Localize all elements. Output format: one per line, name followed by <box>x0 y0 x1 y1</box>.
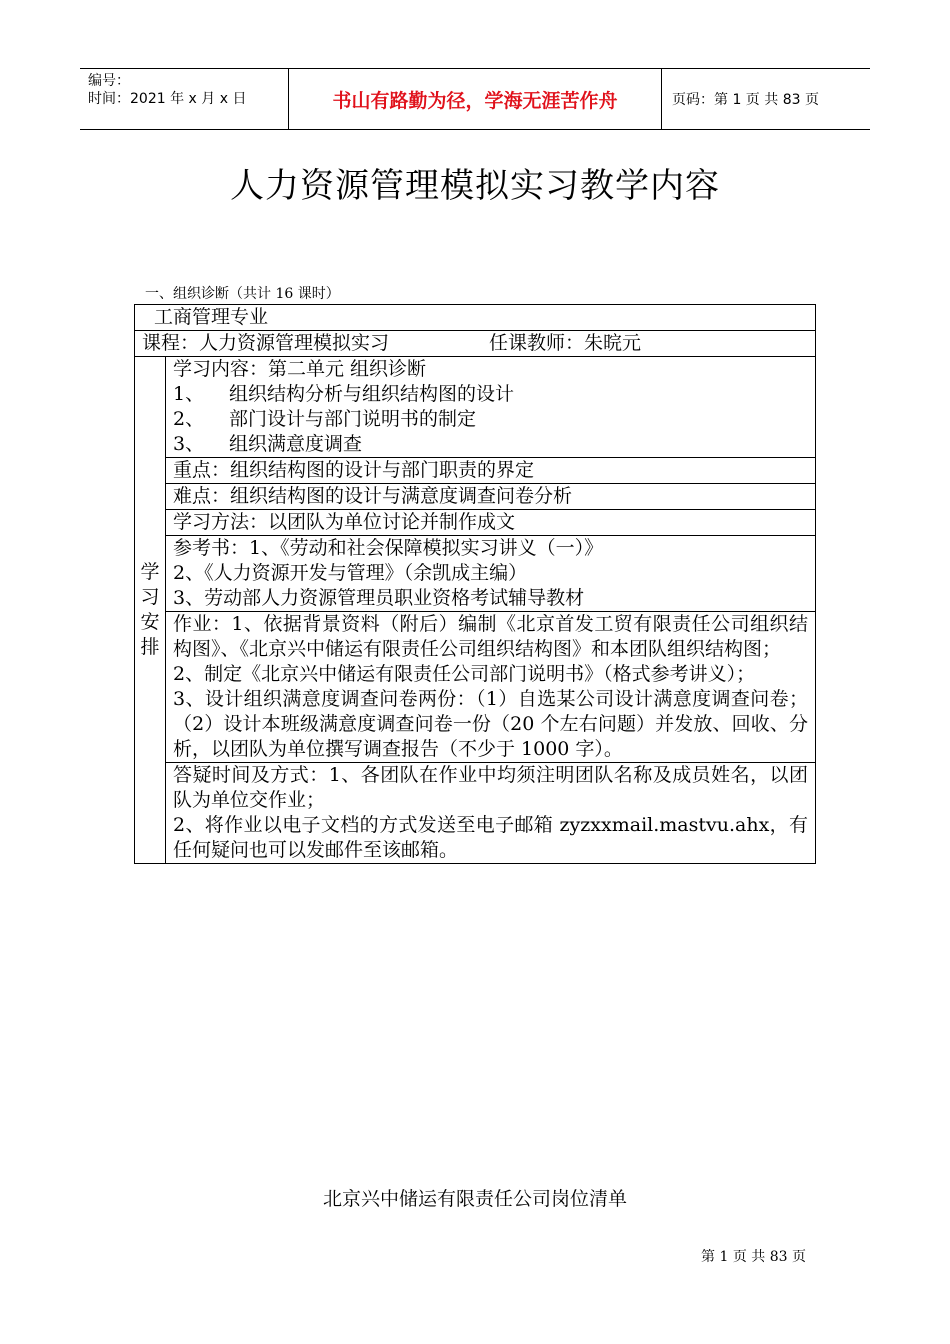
course-row <box>135 331 816 357</box>
document-title: 人力资源管理模拟实习教学内容 <box>230 166 720 206</box>
homework-row <box>135 612 816 763</box>
time-label: 时间：2021 年 x 月 x 日 <box>88 91 247 107</box>
content-row <box>135 357 816 458</box>
header-motto: 书山有路勤为径，学海无涯苦作舟 <box>288 69 662 129</box>
header-meta <box>80 69 288 129</box>
reference-item: 2、《人力资源开发与管理》（余凯成主编） <box>173 562 528 584</box>
key-point-row <box>135 458 816 484</box>
reference-item: 3、劳动部人力资源管理员职业资格考试辅导教材 <box>173 587 585 609</box>
difficulty: 难点：组织结构图的设计与满意度调查问卷分析 <box>166 484 816 510</box>
homework-item: 3、设计组织满意度调查问卷两份：（1）自选某公司设计满意度调查问卷；（2）设计本班级满意度调查问卷一份（20 个左右问题）并发放、回收、分析，以团队为单位撰写调查报告（不少于 1000 字）。 <box>173 688 808 760</box>
side-label: 学 习 安 排 <box>135 357 166 864</box>
homework-item: 2、制定《北京兴中储运有限责任公司部门说明书》（格式参考讲义）； <box>173 663 756 685</box>
qa-row <box>135 763 816 864</box>
course-cell <box>135 331 816 357</box>
page-header <box>80 68 870 130</box>
content-item: 3、 组织满意度调查 <box>173 433 363 455</box>
key-point: 重点：组织结构图的设计与部门职责的界定 <box>166 458 816 484</box>
reference-item: 参考书：1、《劳动和社会保障模拟实习讲义（一）》 <box>173 537 604 559</box>
teacher-name: 任课教师：朱晥元 <box>489 332 642 354</box>
course-table <box>134 304 816 864</box>
section-heading: 一、组织诊断（共计 16 课时） <box>145 286 340 302</box>
course-name: 课程：人力资源管理模拟实习 <box>142 332 390 354</box>
major-row <box>135 305 816 331</box>
qa-item: 2、将作业以电子文档的方式发送至电子邮箱 zyzxxmail.mastvu.ahx，有任何疑问也可以发邮件至该邮箱。 <box>173 814 808 861</box>
references-row <box>135 536 816 612</box>
major-cell <box>135 305 816 331</box>
content-item: 1、 组织结构分析与组织结构图的设计 <box>173 383 515 405</box>
content-title: 学习内容：第二单元 组织诊断 <box>173 358 427 380</box>
qa-item: 答疑时间及方式：1、各团队在作业中均须注明团队名称及成员姓名，以团队为单位交作业； <box>173 764 808 811</box>
qa-cell <box>166 763 816 864</box>
code-label: 编号： <box>88 73 130 89</box>
homework-cell <box>166 612 816 763</box>
major: 工商管理专业 <box>154 306 269 328</box>
content-cell <box>166 357 816 458</box>
header-page-info: 页码：第 1 页 共 83 页 <box>672 92 819 108</box>
page-footer: 第 1 页 共 83 页 <box>701 1249 806 1265</box>
difficulty-row <box>135 484 816 510</box>
homework-item: 作业：1、依据背景资料（附后）编制《北京首发工贸有限责任公司组织结构图》、《北京兴中储运有限责任公司组织结构图》和本团队组织结构图； <box>173 613 808 660</box>
method: 学习方法：以团队为单位讨论并制作成文 <box>166 510 816 536</box>
method-row <box>135 510 816 536</box>
content-item: 2、 部门设计与部门说明书的制定 <box>173 408 477 430</box>
references-cell <box>166 536 816 612</box>
footer-title: 北京兴中储运有限责任公司岗位清单 <box>322 1188 627 1210</box>
